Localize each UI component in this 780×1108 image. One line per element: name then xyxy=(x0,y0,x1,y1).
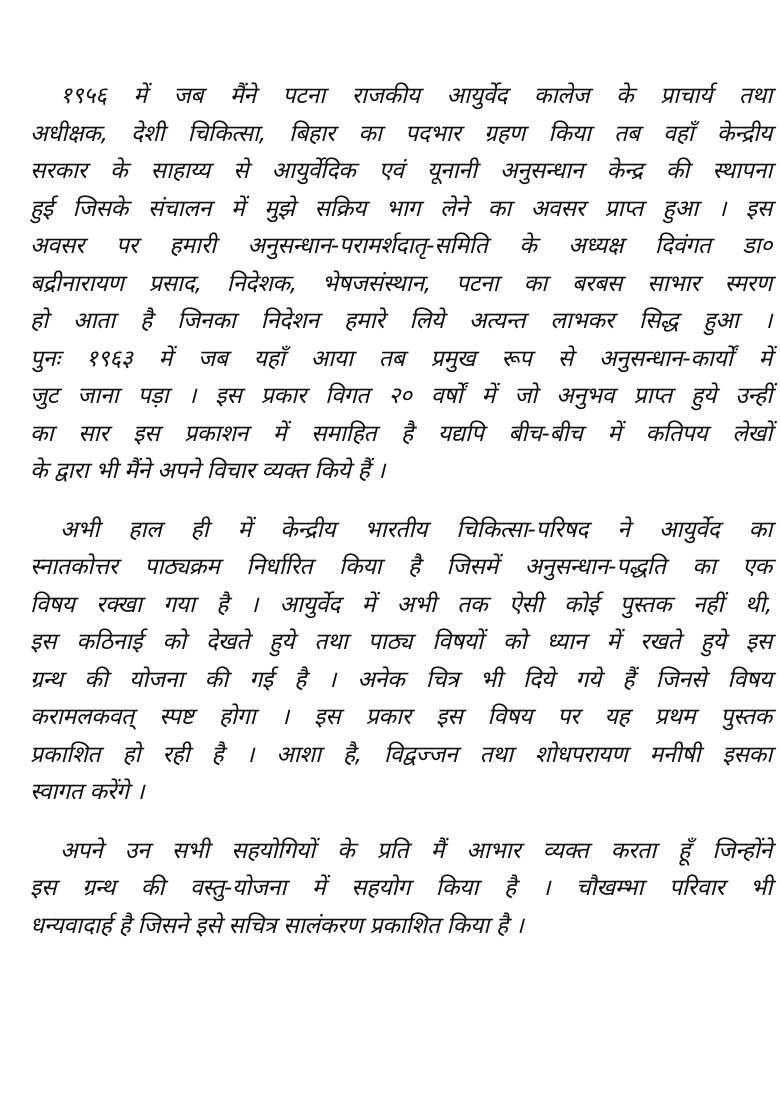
text-line: स्नातकोत्तर पाठ्यक्रम निर्धारित किया है जिसमें अनुसन्धान-पद्धति का एक xyxy=(30,554,772,580)
text-line: इस ग्रन्थ की वस्तु-योजना में सहयोग किया है । चौखम्भा परिवार भी xyxy=(30,875,772,901)
text-line: अधीक्षक, देशी चिकित्सा, बिहार का पदभार ग्रहण किया तब वहाँ केन्द्रीय xyxy=(30,120,772,147)
text-line: पुनः १९६३ में जब यहाँ आया तब प्रमुख रूप से अनुसन्धान-कार्यों में xyxy=(30,345,772,372)
text-line: विषय रक्खा गया है । आयुर्वेद में अभी तक ऐसी कोई पुस्तक नहीं थी, xyxy=(30,591,772,618)
text-line: हुई जिसके संचालन में मुझे सक्रिय भाग लेने का अवसर प्राप्त हुआ । इस xyxy=(30,195,772,222)
text-line: १९५६ में जब मैंने पटना राजकीय आयुर्वेद कालेज के प्राचार्य तथा xyxy=(60,83,772,109)
text-line: बद्रीनारायण प्रसाद, निदेशक, भेषजसंस्थान, पटना का बरबस साभार स्मरण xyxy=(30,270,772,297)
text-line: हो आता है जिनका निदेशन हमारे लिये अत्यन्त लाभकर सिद्ध हुआ । xyxy=(30,308,772,334)
text-line: करामलकवत् स्पष्ट होगा । इस प्रकार इस विषय पर यह प्रथम पुस्तक xyxy=(30,704,772,730)
text-line: इस कठिनाई को देखते हुये तथा पाठ्य विषयों को ध्यान में रखते हुये इस xyxy=(30,629,772,655)
document-page xyxy=(30,78,772,966)
text-line: अपने उन सभी सहयोगियों के प्रति मैं आभार व्यक्त करता हूँ जिन्होंने xyxy=(60,837,772,864)
text-line: प्रकाशित हो रही है । आशा है, विद्वज्जन तथा शोधपरायण मनीषी इसका xyxy=(30,741,772,768)
text-line: धन्यवादार्ह है जिसने इसे सचित्र सालंकरण प्रकाशित किया है । xyxy=(30,912,524,939)
paragraph xyxy=(30,78,772,491)
text-line: स्वागत करेंगे । xyxy=(30,779,145,805)
text-line: ग्रन्थ की योजना की गई है । अनेक चित्र भी दिये गये हैं जिनसे विषय xyxy=(30,666,772,693)
paragraph xyxy=(30,512,772,812)
paragraph xyxy=(30,833,772,946)
text-line: के द्वारा भी मैंने अपने विचार व्यक्त किये हैं । xyxy=(30,458,385,484)
text-line: अभी हाल ही में केन्द्रीय भारतीय चिकित्सा-परिषद ने आयुर्वेद का xyxy=(60,516,772,543)
text-line: का सार इस प्रकाशन में समाहित है यद्यपि बीच-बीच में कतिपय लेखों xyxy=(30,420,772,447)
text-line: अवसर पर हमारी अनुसन्धान-परामर्शदातृ-समिति के अध्यक्ष दिवंगत डा० xyxy=(30,233,772,259)
text-line: जुट जाना पड़ा । इस प्रकार विगत २० वर्षों में जो अनुभव प्राप्त हुये उन्हीं xyxy=(30,383,772,409)
text-line: सरकार के साहाय्य से आयुर्वेदिक एवं यूनानी अनुसन्धान केन्द्र की स्थापना xyxy=(30,158,772,184)
